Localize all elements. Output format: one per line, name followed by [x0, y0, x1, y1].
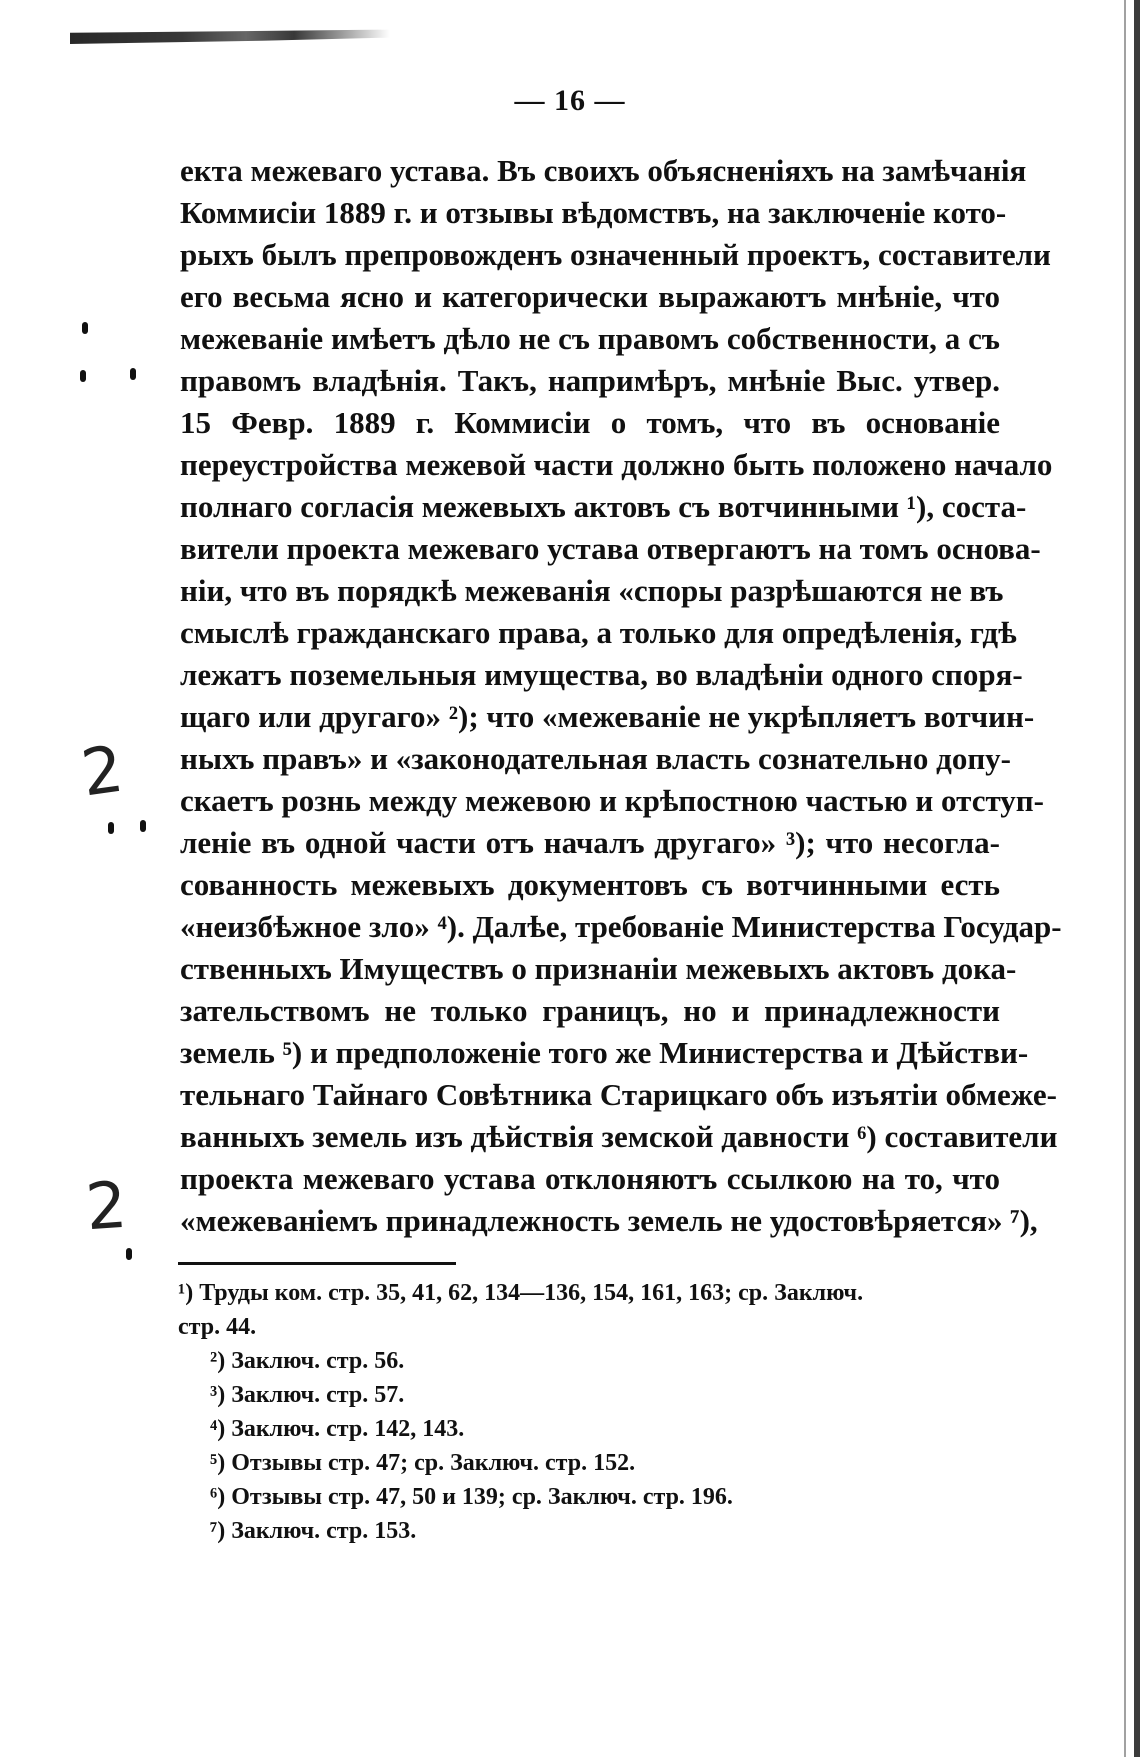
scan-edge-inner: [1124, 0, 1126, 1757]
footnote-1: ¹) Труды ком. стр. 35, 41, 62, 134—136, 154, 161, 163; ср. Заключ.: [178, 1280, 864, 1306]
text-line: смыслѣ гражданскаго права, а только для опредѣленія, гдѣ: [180, 615, 1017, 650]
footnote-4: ⁴) Заключ. стр. 142, 143.: [210, 1416, 465, 1442]
text-line: 15 Февр. 1889 г. Коммисіи о томъ, что въ основаніе: [180, 405, 1000, 440]
text-line: ніи, что въ порядкѣ межеванія «споры разрѣшаются не въ: [180, 573, 1004, 608]
body-text: [180, 150, 1062, 1242]
text-line: лежатъ поземельныя имущества, во владѣніи одного споря-: [180, 657, 1023, 692]
text-line: щаго или другаго» ²); что «межеваніе не укрѣпляетъ вотчин-: [180, 699, 1035, 734]
text-line: ственныхъ Имуществъ о признаніи межевыхъ актовъ дока-: [180, 951, 1017, 986]
text-line: «неизбѣжное зло» ⁴). Далѣе, требованіе Министерства Государ-: [180, 909, 1062, 944]
margin-dot: [140, 820, 146, 832]
text-line: ванныхъ земель изъ дѣйствія земской давности ⁶) составители: [180, 1119, 1058, 1154]
text-line: рыхъ былъ препровожденъ означенный проектъ, составители: [180, 237, 1051, 272]
text-line: зательствомъ не только границъ, но и принадлежности: [180, 993, 1000, 1028]
footnote-7: ⁷) Заключ. стр. 153.: [210, 1518, 417, 1544]
text-line: переустройства межевой части должно быть положено начало: [180, 447, 1053, 482]
footnote-rule: [178, 1262, 456, 1265]
scan-smudge: [70, 28, 390, 44]
footnote-1-cont: стр. 44.: [178, 1314, 257, 1340]
margin-dot: [82, 322, 88, 334]
margin-dot: [108, 822, 114, 834]
footnotes: [178, 1276, 998, 1548]
margin-dot: [130, 368, 136, 380]
margin-dot: [80, 370, 86, 382]
text-line: земель ⁵) и предположеніе того же Министерства и Дѣйстви-: [180, 1035, 1029, 1070]
text-line: скаетъ рознь между межевою и крѣпостною частью и отступ-: [180, 783, 1044, 818]
scan-edge: [1134, 0, 1140, 1757]
footnote-6: ⁶) Отзывы стр. 47, 50 и 139; ср. Заключ. стр. 196.: [210, 1484, 733, 1510]
footnote-2: ²) Заключ. стр. 56.: [210, 1348, 405, 1374]
text-line: сованность межевыхъ документовъ съ вотчинными есть: [180, 867, 1000, 902]
text-line: «межеваніемъ принадлежность земель не удостовѣряется» ⁷),: [180, 1203, 1038, 1238]
footnote-5: ⁵) Отзывы стр. 47; ср. Заключ. стр. 152.: [210, 1450, 636, 1476]
text-line: его весьма ясно и категорически выражаютъ мнѣніе, что: [180, 279, 1000, 314]
text-line: межеваніе имѣетъ дѣло не съ правомъ собственности, а съ: [180, 321, 1000, 356]
text-line: проекта межеваго устава отклоняютъ ссылкою на то, что: [180, 1161, 1000, 1196]
text-line: вители проекта межеваго устава отвергаютъ на томъ основа-: [180, 531, 1041, 566]
footnote-3: ³) Заключ. стр. 57.: [210, 1382, 405, 1408]
handwritten-mark: 2: [77, 732, 128, 812]
page-number: — 16 —: [514, 84, 626, 117]
handwritten-mark: 2: [83, 1168, 130, 1246]
text-line: правомъ владѣнія. Такъ, напримѣръ, мнѣніе Выс. утвер.: [180, 363, 1000, 398]
text-line: ныхъ правъ» и «законодательная власть сознательно допу-: [180, 741, 1012, 776]
text-line: леніе въ одной части отъ началъ другаго» ³); что несогла-: [180, 825, 1000, 860]
text-line: Коммисіи 1889 г. и отзывы вѣдомствъ, на заключеніе кото-: [180, 195, 1007, 230]
text-line: полнаго согласія межевыхъ актовъ съ вотчинными ¹), соста-: [180, 489, 1027, 524]
text-line: екта межеваго устава. Въ своихъ объясненіяхъ на замѣчанія: [180, 153, 1027, 188]
text-line: тельнаго Тайнаго Совѣтника Старицкаго объ изъятіи обмеже-: [180, 1077, 1057, 1112]
margin-dot: [126, 1248, 132, 1260]
